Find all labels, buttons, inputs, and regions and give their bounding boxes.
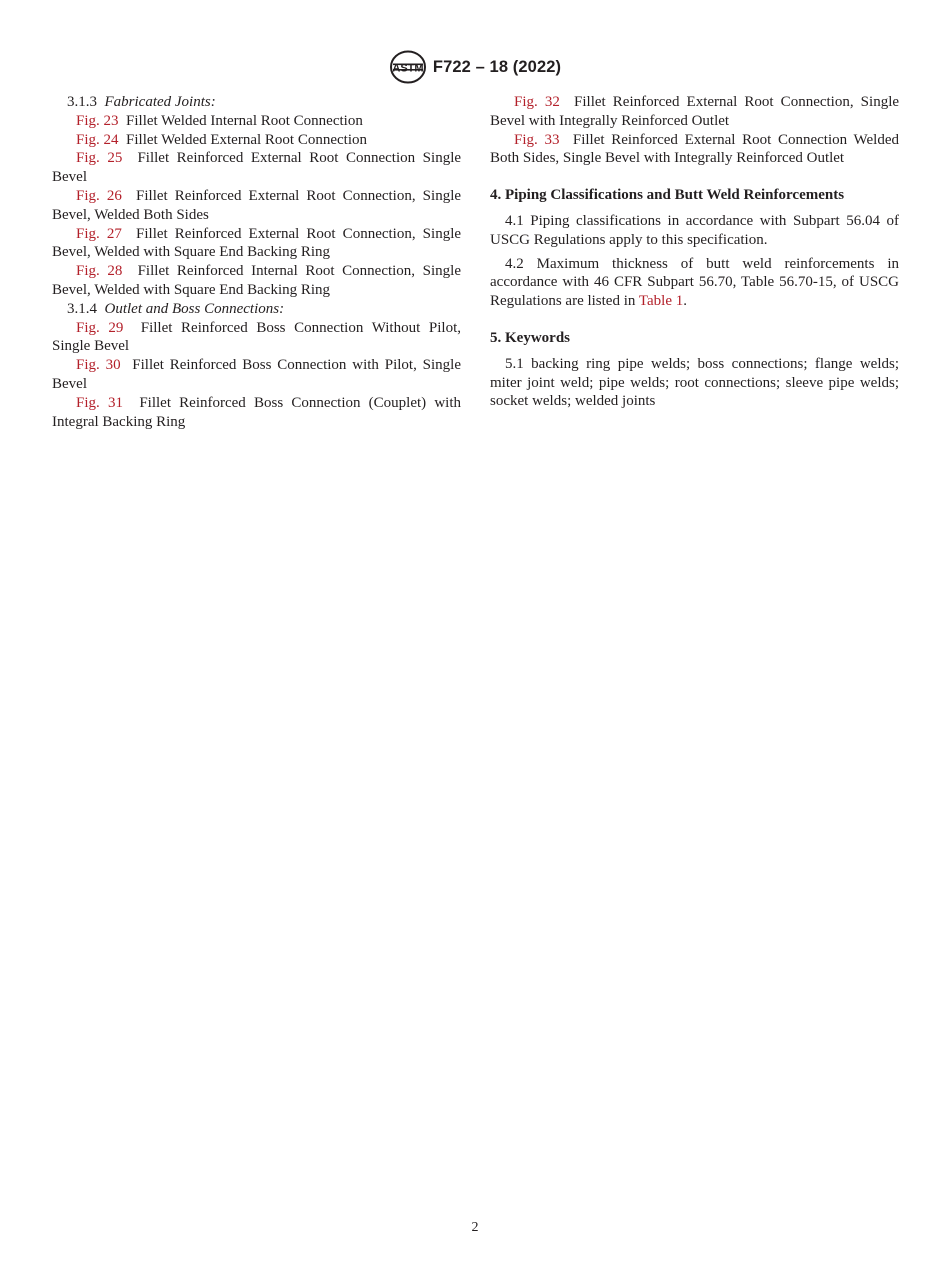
fig-33-entry: Fig. 33 Fillet Reinforced External Root Connection Welded Both Sides, Single Bevel with Integrally Reinforced Outlet [490,131,899,167]
fig-29-entry: Fig. 29 Fillet Reinforced Boss Connection Without Pilot, Single Bevel [52,319,462,355]
table-1-link[interactable]: Table 1 [638,293,684,310]
fig-26-link[interactable]: Fig. 26 [76,187,122,204]
page-number: 2 [471,1220,479,1235]
paragraph-4-2: 4.2 Maximum thickness of butt weld reinforcements in accordance with 46 CFR Subpart 56.70, Table 56.70-15, of USCG Regulations are listed in Table 1. [490,255,899,310]
fig-23-link[interactable]: Fig. 23 [76,112,119,129]
fig-32-entry: Fig. 32 Fillet Reinforced External Root Connection, Single Bevel with Integrally Reinforced Outlet [490,94,900,129]
fig-28-link[interactable]: Fig. 28 [76,263,123,280]
right-column [490,93,899,411]
left-column [52,93,461,431]
fig-26-entry: Fig. 26 Fillet Reinforced External Root Connection, Single Bevel, Welded Both Sides [52,187,462,223]
fig-24-entry: Fig. 24 Fillet Welded External Root Connection [76,131,367,148]
astm-logo-icon [389,50,427,84]
paragraph-4-1: 4.1 Piping classifications in accordance with Subpart 56.04 of USCG Regulations apply to this specification. [490,212,899,248]
fig-32-link[interactable]: Fig. 32 [514,94,560,110]
fig-28-entry: Fig. 28 Fillet Reinforced Internal Root Connection, Single Bevel, Welded with Square End Backing Ring [52,263,461,298]
fig-27-link[interactable]: Fig. 27 [76,225,122,242]
fig-25-link[interactable]: Fig. 25 [76,150,123,167]
subsection-3-1-3: 3.1.3 Fabricated Joints: [67,94,216,110]
fig-29-link[interactable]: Fig. 29 [76,319,124,336]
paragraph-5-1: 5.1 backing ring pipe welds; boss connections; flange welds; miter joint weld; pipe welds; root connections; sleeve pipe welds; socket welds; welded joints [490,355,899,410]
fig-23-entry: Fig. 23 Fillet Welded Internal Root Connection [76,112,363,129]
page-header [0,50,950,84]
subsection-3-1-4: 3.1.4 Outlet and Boss Connections: [67,300,285,317]
section-4-heading: 4. Piping Classifications and Butt Weld Reinforcements [490,187,845,204]
fig-31-entry: Fig. 31 Fillet Reinforced Boss Connection (Couplet) with Integral Backing Ring [52,394,462,430]
fig-33-link[interactable]: Fig. 33 [514,131,560,148]
fig-30-entry: Fig. 30 Fillet Reinforced Boss Connection with Pilot, Single Bevel [52,357,461,392]
logo-text: ASTM [392,62,424,75]
section-5-heading: 5. Keywords [490,329,570,346]
fig-24-link[interactable]: Fig. 24 [76,131,119,148]
fig-27-entry: Fig. 27 Fillet Reinforced External Root Connection, Single Bevel, Welded with Square End Backing Ring [52,225,462,261]
fig-31-link[interactable]: Fig. 31 [76,394,123,411]
fig-25-entry: Fig. 25 Fillet Reinforced External Root Connection Single Bevel [52,150,462,186]
document-title: F722 – 18 (2022) [432,57,562,76]
fig-30-link[interactable]: Fig. 30 [76,357,121,374]
